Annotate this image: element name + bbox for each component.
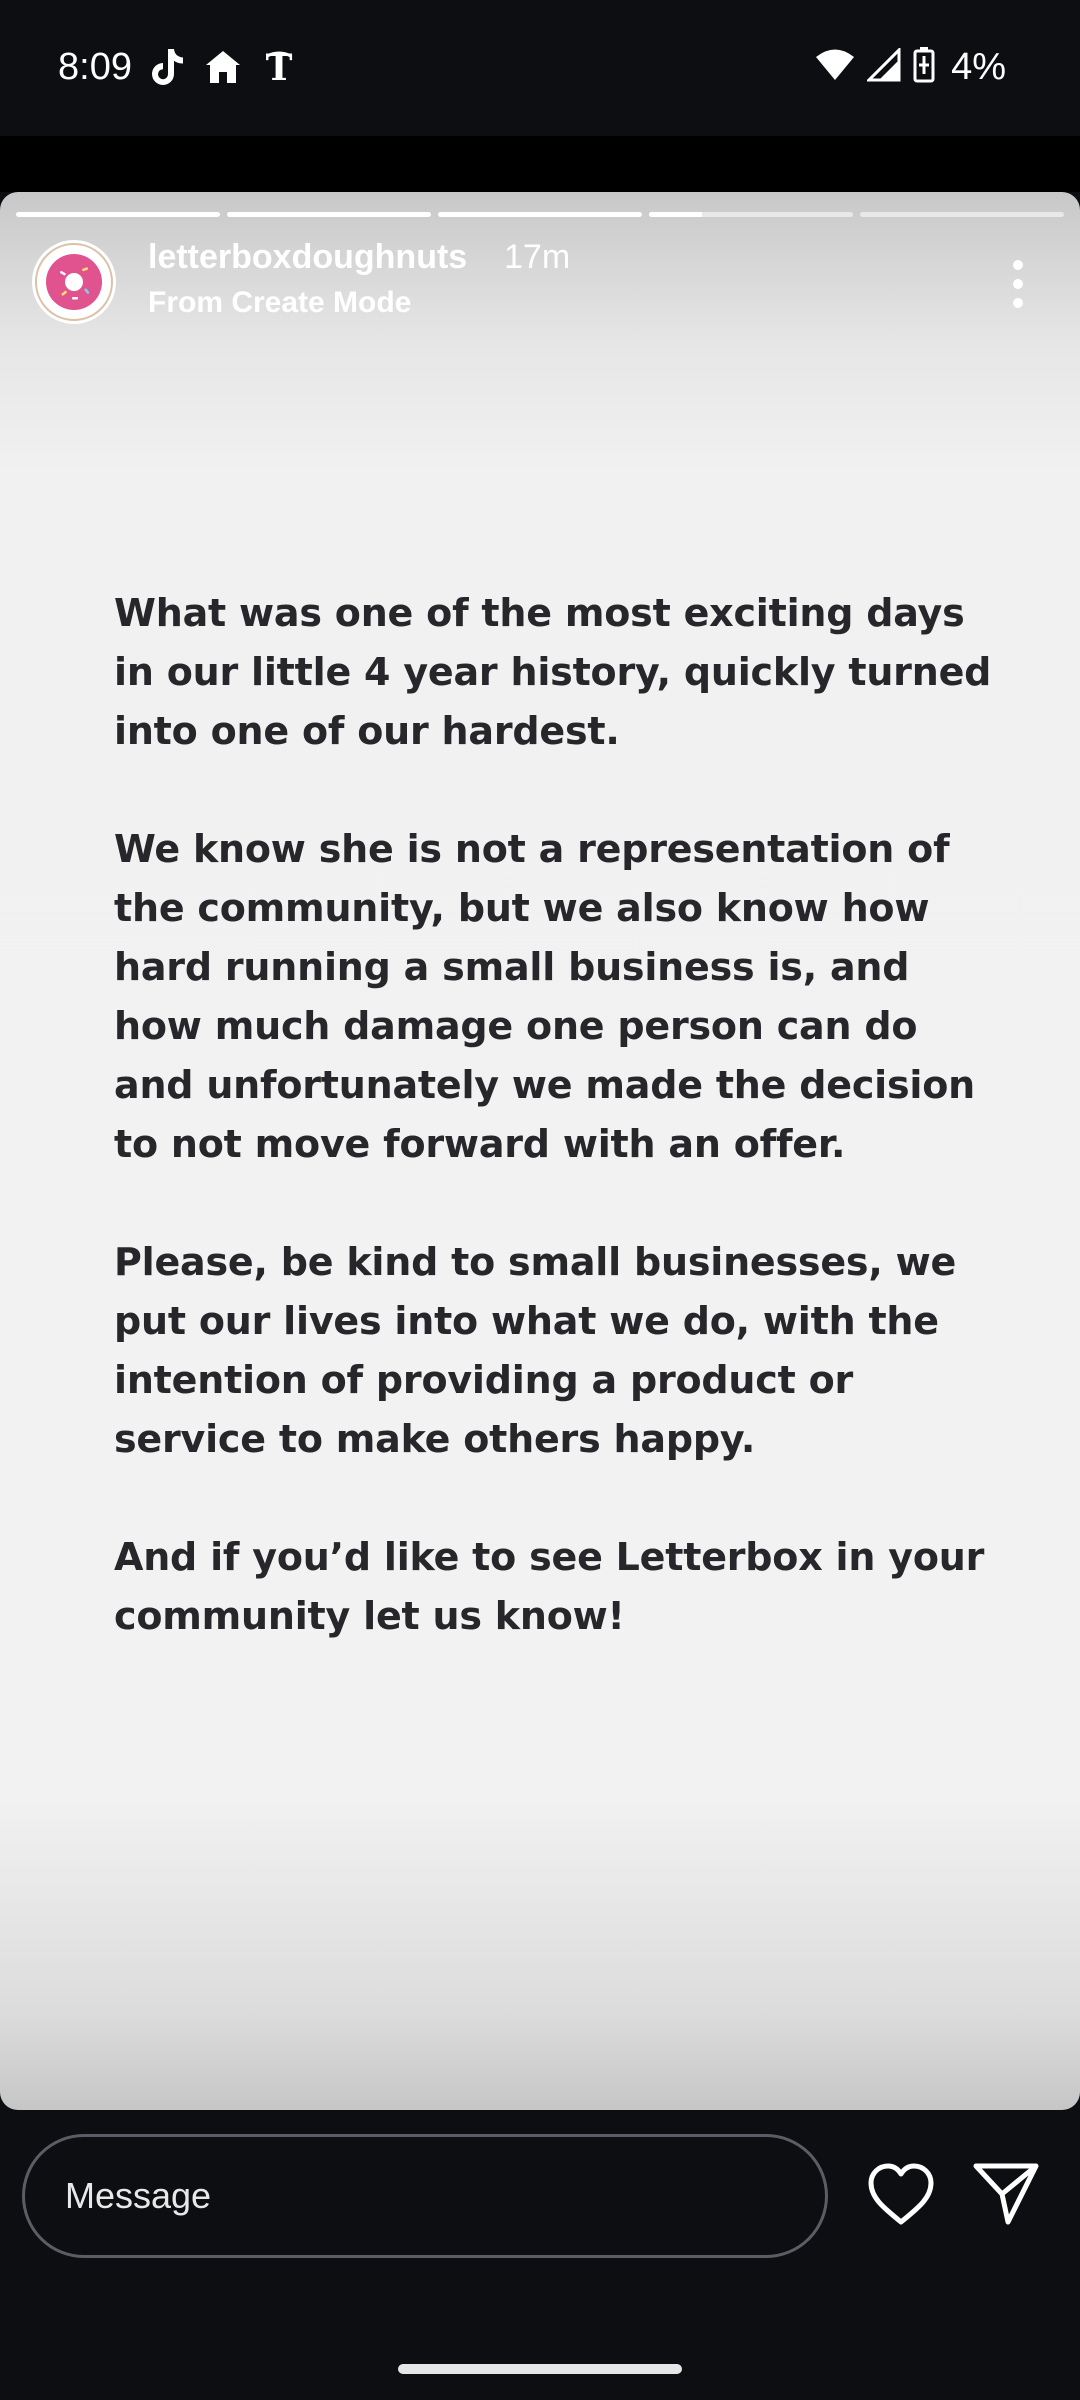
- top-spacer: [0, 136, 1080, 192]
- progress-segment: [649, 212, 853, 217]
- heart-icon: [866, 2162, 936, 2228]
- story-paragraph-4: And if you’d like to see Letterbox in your community let us know!: [114, 1535, 985, 1638]
- story-paragraph-3: Please, be kind to small businesses, we put our lives into what we do, with the intention of providing a product or service to make others happy.: [114, 1240, 957, 1461]
- story-username[interactable]: letterboxdoughnuts: [148, 238, 468, 276]
- message-input[interactable]: [22, 2134, 828, 2258]
- progress-fill: [438, 212, 642, 217]
- like-button[interactable]: [866, 2162, 936, 2228]
- home-indicator[interactable]: [398, 2364, 682, 2374]
- progress-fill: [227, 212, 431, 217]
- paper-plane-icon: [972, 2160, 1040, 2226]
- tiktok-icon: [146, 46, 188, 88]
- progress-segment: [16, 212, 220, 217]
- avatar[interactable]: [32, 240, 116, 324]
- nytimes-icon: [258, 46, 300, 88]
- progress-segment: [438, 212, 642, 217]
- battery-icon: [913, 47, 935, 88]
- progress-segment: [227, 212, 431, 217]
- status-bar: [0, 0, 1080, 136]
- story-paragraph-1: What was one of the most exciting days in our little 4 year history, quickly turned into one of our hardest.: [114, 591, 992, 753]
- more-dot-icon: [1013, 260, 1023, 270]
- story-subtitle[interactable]: From Create Mode: [148, 286, 412, 319]
- progress-segment: [860, 212, 1064, 217]
- battery-percent: 4%: [951, 46, 1006, 88]
- wifi-icon: [815, 48, 855, 87]
- progress-fill: [16, 212, 220, 217]
- more-options-button[interactable]: [1000, 252, 1036, 316]
- cell-signal-icon: [867, 48, 901, 87]
- story-text-content: [114, 584, 994, 1646]
- story-card[interactable]: [0, 192, 1080, 2110]
- more-dot-icon: [1013, 279, 1023, 289]
- progress-fill: [649, 212, 702, 217]
- story-progress-bar: [16, 212, 1064, 217]
- story-time-ago: 17m: [504, 238, 571, 276]
- notification-icons: [146, 44, 300, 90]
- home-icon: [202, 46, 244, 88]
- system-icons: [815, 44, 1006, 90]
- donut-logo-icon: [34, 242, 114, 322]
- story-paragraph-2: We know she is not a representation of the community, but we also know how hard running a small business is, and how much damage one person can do and unfortunately we made the decision to not move forward with an offer.: [114, 827, 975, 1166]
- status-time: 8:09: [58, 46, 132, 88]
- more-dot-icon: [1013, 298, 1023, 308]
- svg-text:T: T: [265, 47, 293, 87]
- send-button[interactable]: [972, 2160, 1040, 2226]
